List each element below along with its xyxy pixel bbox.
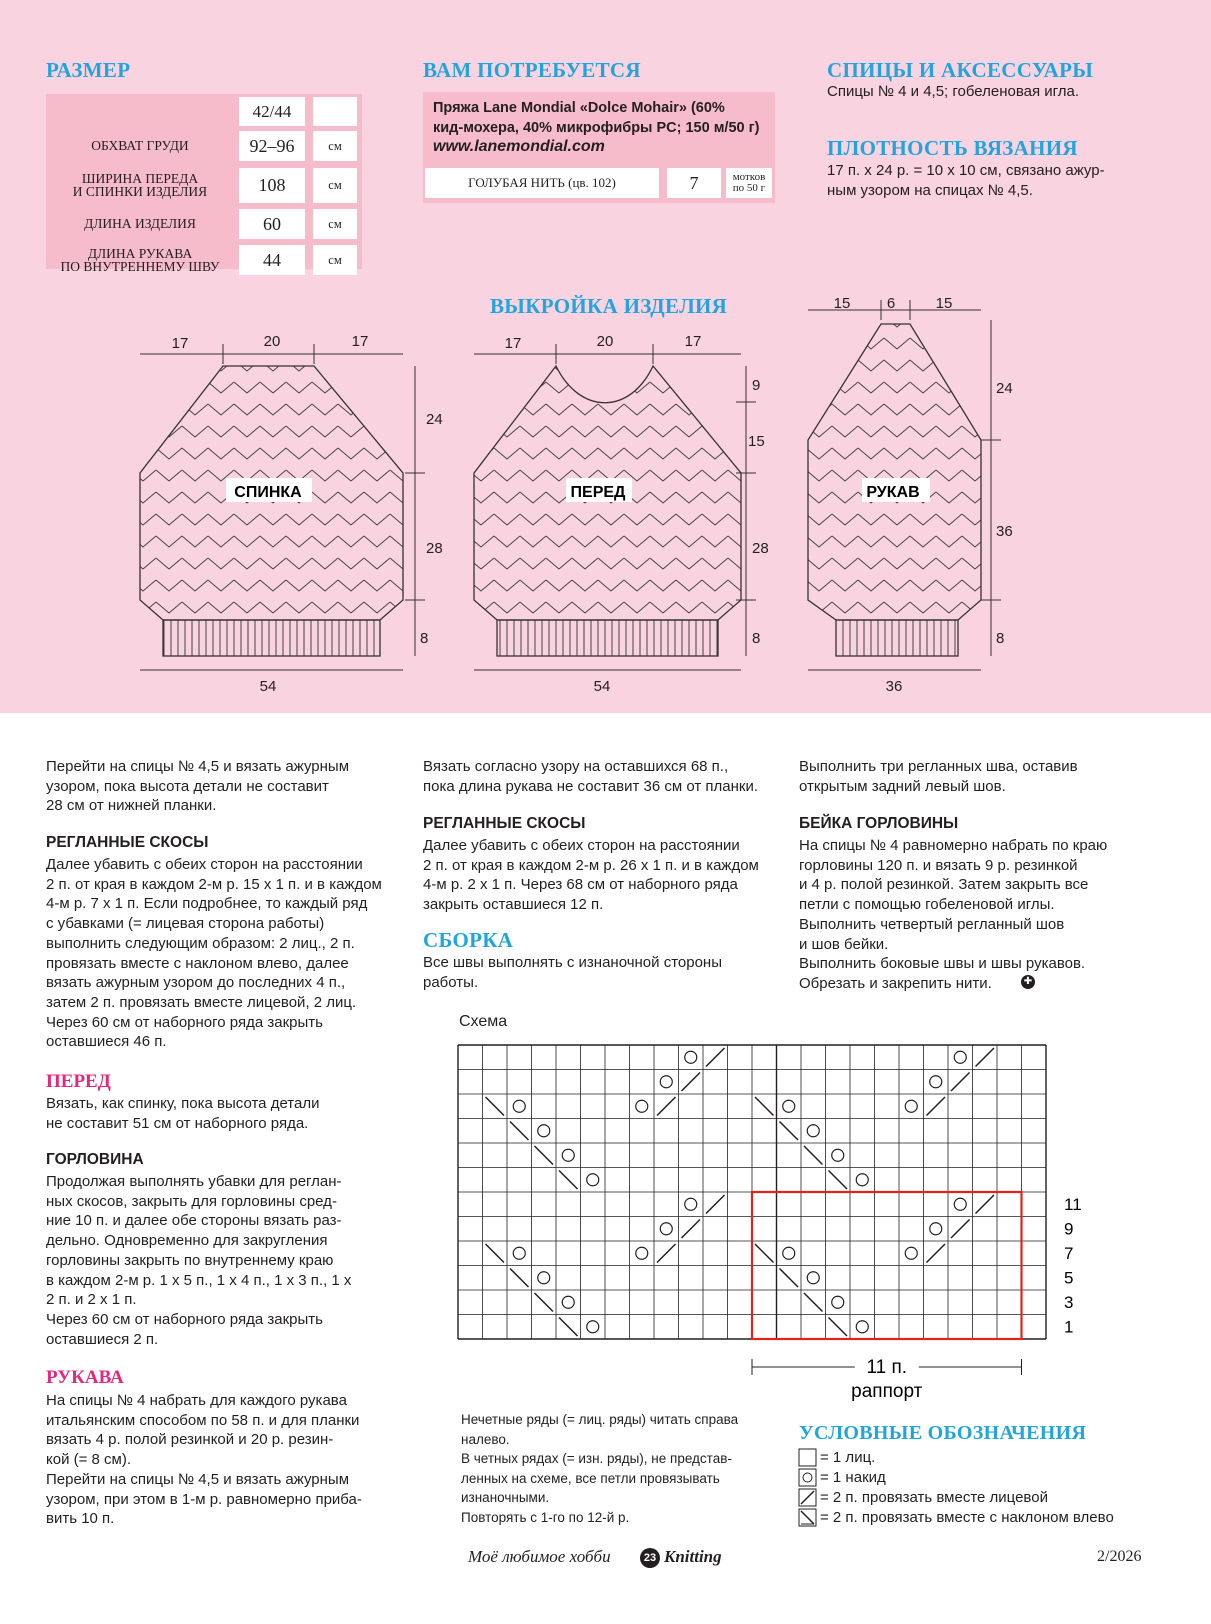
dim-label: 54 [593, 678, 611, 695]
gauge-heading: ПЛОТНОСТЬ ВЯЗАНИЯ [827, 136, 1078, 160]
raglan-heading: РЕГЛАННЫЕ СКОСЫ [46, 834, 209, 851]
ssk-symbol [804, 1146, 823, 1165]
dim-label: 28 [752, 540, 769, 557]
yarn-over-symbol [660, 1076, 672, 1088]
dim-label: 17 [684, 333, 702, 350]
raglan-text: Далее убавить с обеих сторон на расстоянии 2 п. от края в каждом 2-м р. 15 х 1 п. и в каждом 4-м р. 7 х 1 п. Если подробнее, то каждый ряд с убавками (= лицевая сторона работы) выполнить следующим образом: 2 лиц., 2 п. провязать вместе с наклоном влево, далее вязать ажурным узором до последних 4 п., затем 2 п. провязать вместе лицевой, 2 лиц. Через 60 см от наборного ряда закрыть оставшиеся 46 п. [46, 856, 382, 1051]
size-row-unit: см [313, 131, 357, 161]
page-number-badge: 23 [640, 1548, 660, 1568]
needles-text: Спицы № 4 и 4,5; гобеленовая игла. [827, 83, 1080, 100]
legend-symbols [798, 1448, 818, 1532]
sleeve-raglan-text: Далее убавить с обеих сторон на расстоянии 2 п. от края в каждом 2-м р. 26 х 1 п. и в каждом 4-м р. 2 х 1 п. Через 68 см от наборного ряда закрыть оставшиеся 12 п. [423, 837, 759, 914]
chart-notes: Нечетные ряды (= лиц. ряды) читать справа налево. В четных рядах (= изн. ряды), не представ- ленных на схеме, все петли провязывать изнаночными. Повторять с 1-го по 12-й р. [461, 1412, 739, 1525]
size-row-value: 60 [239, 209, 305, 239]
issue-number: 2/2026 [1097, 1548, 1142, 1565]
dim-label: 15 [935, 295, 953, 312]
yarn-over-symbol [636, 1100, 648, 1112]
row-number: 9 [1064, 1219, 1074, 1239]
dim-label: 28 [426, 540, 443, 557]
gauge-text: 17 п. х 24 р. = 10 х 10 см, связано ажур- ным узором на спицах № 4,5. [827, 162, 1105, 199]
dim-label: 54 [259, 678, 277, 695]
legend-item: = 1 накид [820, 1469, 886, 1486]
legend-heading: УСЛОВНЫЕ ОБОЗНАЧЕНИЯ [799, 1422, 1087, 1444]
dim-label: 15 [748, 433, 765, 450]
yarn-over-symbol [954, 1051, 966, 1063]
assembly-text: Все швы выполнять с изнаночной стороны работы. [423, 954, 722, 991]
ssk-symbol [535, 1293, 554, 1312]
yarn-over-symbol [636, 1247, 648, 1259]
k2tog-symbol [927, 1097, 946, 1116]
yarn-over-symbol [660, 1223, 672, 1235]
dim-label: 24 [996, 380, 1013, 397]
neck-text: Продолжая выполнять убавки для реглан- ных скосов, закрыть для горловины сред- ние 10 п. и далее обе стороны вязать раз- дельно. Одновременно для закругления горловины закрыть по внутреннему краю в каждом 2-м р. 1 х 5 п., 1 х 4 п., 1 х 3 п., 1 х 2 п. и 2 х 1 п. Через 60 см от наборного ряда закрыть оставшиеся 2 п. [46, 1173, 352, 1348]
dim-label: 17 [351, 333, 369, 350]
dim-label: 36 [885, 678, 903, 695]
k2tog-symbol [951, 1073, 970, 1092]
yarn-over-symbol [587, 1321, 599, 1333]
assembly-heading: СБОРКА [423, 928, 514, 952]
row-number: 3 [1064, 1293, 1074, 1312]
materials-heading: ВАМ ПОТРЕБУЕТСЯ [423, 58, 641, 82]
size-row-label: ДЛИНА ИЗДЕЛИЯ [84, 215, 196, 231]
k2tog-symbol [976, 1048, 995, 1067]
sleeve-continue-text: Вязать согласно узору на оставшихся 68 п., пока длина рукава не составит 36 см от планки. [423, 758, 758, 795]
yarn-over-symbol [538, 1272, 550, 1284]
k2tog-symbol [976, 1195, 995, 1214]
k2tog-symbol [706, 1195, 725, 1214]
dim-label: 17 [171, 335, 189, 352]
pattern-heading: ВЫКРОЙКА ИЗДЕЛИЯ [490, 294, 728, 318]
knitting-chart [440, 1030, 1100, 1430]
size-row-value: 92–96 [239, 131, 305, 161]
yarn-description: Пряжа Lane Mondial «Dolce Mohair» (60% кид-мохера, 40% микрофибры PC; 150 м/50 г) [433, 100, 760, 136]
dim-label: 15 [833, 295, 851, 312]
yarn-over-symbol [685, 1051, 697, 1063]
yarn-over-symbol [832, 1296, 844, 1308]
ssk-symbol [829, 1171, 848, 1190]
size-row-label: ДЛИНА РУКАВА ПО ВНУТРЕННЕМУ ШВУ [60, 246, 220, 274]
size-row-value: 44 [239, 245, 305, 275]
yarn-over-symbol [562, 1296, 574, 1308]
size-blank-cell [313, 97, 357, 126]
ssk-symbol [829, 1318, 848, 1337]
dim-label: 8 [996, 630, 1005, 647]
front-piece [474, 344, 756, 670]
sleeve-raglan-heading: РЕГЛАННЫЕ СКОСЫ [423, 815, 586, 832]
dim-label: 36 [996, 523, 1013, 540]
dim-label: 20 [263, 333, 281, 350]
size-value: 42/44 [239, 97, 305, 126]
neckband-heading: БЕЙКА ГОРЛОВИНЫ [799, 815, 959, 832]
neck-heading: ГОРЛОВИНА [46, 1151, 144, 1168]
row-number: 11 [1064, 1195, 1082, 1214]
yarn-over-symbol [930, 1223, 942, 1235]
dim-label: 24 [426, 411, 443, 428]
yarn-over-icon [799, 1469, 816, 1486]
garment-diagrams [0, 290, 1211, 710]
ssk-symbol [559, 1318, 578, 1337]
yarn-over-symbol [954, 1198, 966, 1210]
ssk-symbol [755, 1097, 774, 1116]
ssk-symbol [804, 1293, 823, 1312]
ssk-symbol [559, 1171, 578, 1190]
row-number: 5 [1064, 1268, 1074, 1288]
ssk-symbol [486, 1244, 505, 1263]
ssk-symbol [510, 1122, 529, 1141]
k2tog-symbol [657, 1097, 676, 1116]
ssk-symbol [535, 1146, 554, 1165]
yarn-over-symbol [513, 1100, 525, 1112]
yarn-over-symbol [562, 1149, 574, 1161]
front-label: ПЕРЕД [570, 484, 626, 501]
row-number: 1 [1064, 1317, 1074, 1337]
dim-label: 6 [886, 295, 896, 312]
k2tog-symbol [682, 1220, 701, 1239]
yarn-over-symbol [513, 1247, 525, 1259]
size-row-unit: см [313, 245, 357, 275]
sleeve-label: РУКАВ [866, 484, 920, 501]
yarn-over-symbol [685, 1198, 697, 1210]
yarn-color-label: ГОЛУБАЯ НИТЬ (цв. 102) [425, 168, 659, 198]
sleeves-text: На спицы № 4 набрать для каждого рукава итальянским способом по 58 п. и для планки вязать 4 р. полой резинкой и 20 р. резин- кой (= 8 см). Перейти на спицы № 4,5 и вязать ажурным узором, при этом в 1-м р. равномерно приба- вить 10 п. [46, 1392, 362, 1528]
k2tog-symbol [951, 1220, 970, 1239]
yarn-over-symbol [930, 1076, 942, 1088]
row-number: 7 [1064, 1244, 1074, 1263]
ssk-symbol [780, 1122, 799, 1141]
dim-label: 8 [420, 630, 429, 647]
ssk-symbol [755, 1244, 774, 1263]
k2tog-symbol [657, 1244, 676, 1263]
size-row-unit: см [313, 168, 357, 203]
ssk-symbol [780, 1269, 799, 1288]
k2tog-symbol [706, 1048, 725, 1067]
neckband-text: На спицы № 4 равномерно набрать по краю горловины 120 п. и вязать 9 р. резинкой и 4 р. полой резинкой. Затем закрыть все петли с помощью гобеленовой иглы. Выполнить четвертый регланный шов и шов бейки. Выполнить боковые швы и швы рукавов. Обрезать и закрепить нити. [799, 837, 1108, 992]
size-row-label: ОБХВАТ ГРУДИ [91, 138, 189, 153]
yarn-over-symbol [856, 1174, 868, 1186]
dim-label: 9 [752, 377, 761, 394]
front-heading: ПЕРЕД [46, 1071, 111, 1092]
needles-heading: СПИЦЫ И АКСЕССУАРЫ [827, 58, 1094, 82]
yarn-over-symbol [807, 1272, 819, 1284]
front-text: Вязать, как спинку, пока высота детали не составит 51 см от наборного ряда. [46, 1095, 320, 1132]
knit-icon [799, 1449, 816, 1466]
size-heading: РАЗМЕР [46, 58, 131, 82]
yarn-over-symbol [783, 1100, 795, 1112]
end-mark-icon: ✚ [1021, 975, 1035, 989]
legend-item: = 2 п. провязать вместе с наклоном влево [820, 1509, 1114, 1526]
repeat-label: раппорт [851, 1381, 923, 1402]
yarn-over-symbol [587, 1174, 599, 1186]
yarn-over-symbol [905, 1100, 917, 1112]
repeat-count: 11 п. [866, 1357, 908, 1378]
sleeves-heading: РУКАВА [46, 1367, 124, 1388]
ssk-symbol [486, 1097, 505, 1116]
dim-label: 8 [752, 630, 761, 647]
seams-text: Выполнить три регланных шва, оставив открытым задний левый шов. [799, 758, 1078, 795]
size-row-label: ШИРИНА ПЕРЕДА И СПИНКИ ИЗДЕЛИЯ [72, 171, 208, 199]
yarn-skein-unit: мотков по 50 г [726, 168, 772, 198]
yarn-url-link[interactable]: www.lanemondial.com [433, 138, 605, 155]
yarn-skein-count: 7 [667, 168, 721, 198]
footer-magazine-left: Моё любимое хобби [468, 1547, 611, 1566]
yarn-over-symbol [832, 1149, 844, 1161]
yarn-over-symbol [905, 1247, 917, 1259]
size-row-value: 108 [239, 168, 305, 203]
yarn-over-symbol [783, 1247, 795, 1259]
ssk-symbol [510, 1269, 529, 1288]
yarn-over-symbol [538, 1125, 550, 1137]
k2tog-symbol [682, 1073, 701, 1092]
legend-item: = 2 п. провязать вместе лицевой [820, 1489, 1048, 1506]
dim-label: 20 [596, 333, 614, 350]
k2tog-symbol [927, 1244, 946, 1263]
back-label: СПИНКА [234, 484, 302, 501]
chart-title: Схема [459, 1013, 508, 1030]
back-intro-text: Перейти на спицы № 4,5 и вязать ажурным узором, пока высота детали не составит 28 см от нижней планки. [46, 758, 350, 815]
yarn-over-symbol [856, 1321, 868, 1333]
yarn-over-symbol [807, 1125, 819, 1137]
footer-magazine-right: Knitting [664, 1547, 722, 1566]
legend-item: = 1 лиц. [820, 1449, 876, 1466]
dim-label: 17 [504, 335, 522, 352]
size-row-unit: см [313, 209, 357, 239]
back-piece [140, 344, 425, 670]
